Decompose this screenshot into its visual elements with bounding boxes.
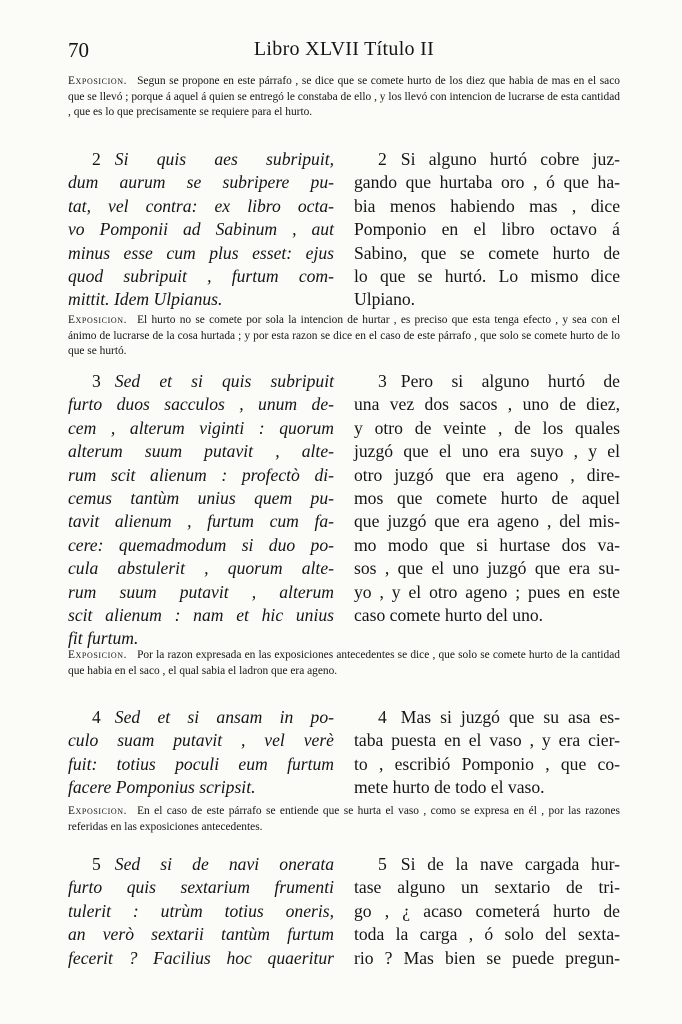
spanish-line: go , ¿ acaso cometerá hurto de xyxy=(354,900,620,921)
spanish-line: mete hurto de todo el vaso. xyxy=(354,777,545,798)
exposition-text: Por la razon expresada en las exposiciones antecedentes se dice , que solo se comete hurto de la cantidad que habia en el saco , el qual sabia el ladron que era ageno. xyxy=(68,649,620,677)
paragraph-number: 5 xyxy=(92,854,101,874)
spanish-line: yo , y el otro ageno ; pues en este xyxy=(354,581,620,602)
paragraph-number: 4 xyxy=(92,707,101,727)
latin-line: quod subripuit , furtum com- xyxy=(68,266,334,287)
latin-line: mittit. Idem Ulpianus. xyxy=(68,289,223,310)
paragraph-number: 2 xyxy=(378,149,387,169)
exposition-label: Exposicion. xyxy=(68,649,128,661)
spanish-line: mos que comete hurto de aquel xyxy=(354,488,620,509)
spanish-line: otro juzgó que era ageno , dire- xyxy=(354,464,620,485)
latin-line: cemus tantùm unius quem pu- xyxy=(68,488,334,509)
latin-line: fuit: totius poculi eum furtum xyxy=(68,753,334,774)
latin-column xyxy=(68,853,334,970)
latin-line: cula abstulerit , quorum alte- xyxy=(68,558,334,579)
latin-line: culo suam putavit , vel verè xyxy=(68,730,334,751)
paragraph-number: 2 xyxy=(92,149,101,169)
latin-line: dum aurum se subripere pu- xyxy=(68,172,334,193)
exposition-label: Exposicion. xyxy=(68,805,128,817)
paragraph-number: 3 xyxy=(378,371,387,391)
spanish-line: Pomponio en el libro octavo á xyxy=(354,219,620,240)
latin-line: Sed et si quis subripuit xyxy=(114,371,334,391)
latin-line: Sed et si ansam in po- xyxy=(114,707,334,727)
latin-line: facere Pomponius scripsit. xyxy=(68,777,256,798)
latin-column xyxy=(68,706,334,800)
spanish-line: Mas si juzgó que su asa es- xyxy=(400,707,620,727)
spanish-line: sos , que el uno juzgó que era su- xyxy=(354,558,620,579)
spanish-line: Si alguno hurtó cobre juz- xyxy=(400,149,620,169)
latin-line: minus esse cum plus esset: ejus xyxy=(68,242,334,263)
spanish-line: una vez dos sacos , uno de diez, xyxy=(354,394,620,415)
spanish-column xyxy=(354,370,620,627)
spanish-line: juzgó que el uno era suyo , y el xyxy=(354,441,620,462)
spanish-column xyxy=(354,853,620,970)
latin-line: rum scit alienum : profectò di- xyxy=(68,464,334,485)
spanish-line: Si de la nave cargada hur- xyxy=(400,854,620,874)
exposition-text: El hurto no se comete por sola la intencion de hurtar , es preciso que esta tenga efecto , y sea con el ánimo de lucrarse de la cosa hurtada ; y por esta razon se dice en el caso de este párrafo , que solo se comete hurto de lo que se hurtó. xyxy=(68,314,620,358)
latin-line: cem , alterum viginti : quorum xyxy=(68,417,334,438)
latin-line: fit furtum. xyxy=(68,628,139,649)
latin-column xyxy=(68,148,334,312)
latin-line: rum suum putavit , alterum xyxy=(68,581,334,602)
latin-line: fecerit ? Facilius hoc quaeritur xyxy=(68,947,334,968)
exposition-label: Exposicion. xyxy=(68,75,128,87)
latin-line: cere: quemadmodum si duo po- xyxy=(68,534,334,555)
spanish-line: tase alguno un sextario de tri- xyxy=(354,877,620,898)
page-header xyxy=(68,38,620,68)
spanish-line: rio ? Mas bien se puede pregun- xyxy=(354,947,620,968)
spanish-line: bia menos habiendo mas , dice xyxy=(354,195,620,216)
latin-line: Si quis aes subripuit, xyxy=(114,149,334,169)
exposition-paragraph xyxy=(68,648,620,679)
latin-line: tulerit : utrùm totius oneris, xyxy=(68,900,334,921)
spanish-line: gando que hurtaba oro , ó que ha- xyxy=(354,172,620,193)
spanish-line: taba puesta en el vaso , y era cier- xyxy=(354,730,620,751)
spanish-line: que juzgó que era ageno , del mis- xyxy=(354,511,620,532)
page-number: 70 xyxy=(68,38,89,62)
latin-column xyxy=(68,370,334,651)
paragraph-number: 3 xyxy=(92,371,101,391)
spanish-column xyxy=(354,148,620,312)
spanish-line: Sabino, que se comete hurto de xyxy=(354,242,620,263)
spanish-line: to , escribió Pomponio , que co- xyxy=(354,753,620,774)
latin-line: alterum suum putavit , alte- xyxy=(68,441,334,462)
spanish-line: toda la carga , ó solo del sexta- xyxy=(354,924,620,945)
spanish-line: y otro de veinte , de los quales xyxy=(354,417,620,438)
spanish-line: Ulpiano. xyxy=(354,289,416,310)
latin-line: tavit alienum , furtum cum fa- xyxy=(68,511,334,532)
exposition-paragraph xyxy=(68,313,620,360)
paragraph-number: 5 xyxy=(378,854,387,874)
spanish-line: Pero si alguno hurtó de xyxy=(400,371,620,391)
latin-line: scit alienum : nam et hic unius xyxy=(68,605,334,626)
latin-line: furto duos sacculos , unum de- xyxy=(68,394,334,415)
spanish-line: lo que se hurtó. Lo mismo dice xyxy=(354,266,620,287)
spanish-line: caso comete hurto del uno. xyxy=(354,605,544,626)
running-title: Libro XLVII Título II xyxy=(253,38,435,60)
paragraph-number: 4 xyxy=(378,707,387,727)
spanish-column xyxy=(354,706,620,800)
latin-line: vo Pomponii ad Sabinum , aut xyxy=(68,219,334,240)
exposition-text: En el caso de este párrafo se entiende que se hurta el vaso , como se expresa en él , por las razones referidas en las exposiciones antecedentes. xyxy=(68,805,620,833)
latin-line: an verò sextarii tantùm furtum xyxy=(68,924,334,945)
latin-line: furto quis sextarium frumenti xyxy=(68,877,334,898)
exposition-label: Exposicion. xyxy=(68,314,128,326)
latin-line: tat, vel contra: ex libro octa- xyxy=(68,195,334,216)
exposition-paragraph xyxy=(68,74,620,121)
exposition-text: Segun se propone en este párrafo , se dice que se comete hurto de los diez que habia de mas en el saco que se llevó ; porque á aquel á quien se entregó le constaba de ello , y los llevó con intencion de lucrarse de esta cantidad , que es lo que precisamente se requiere para el hurto. xyxy=(68,75,620,119)
exposition-paragraph xyxy=(68,804,620,835)
spanish-line: mo modo que si hurtase dos va- xyxy=(354,534,620,555)
latin-line: Sed si de navi onerata xyxy=(114,854,334,874)
